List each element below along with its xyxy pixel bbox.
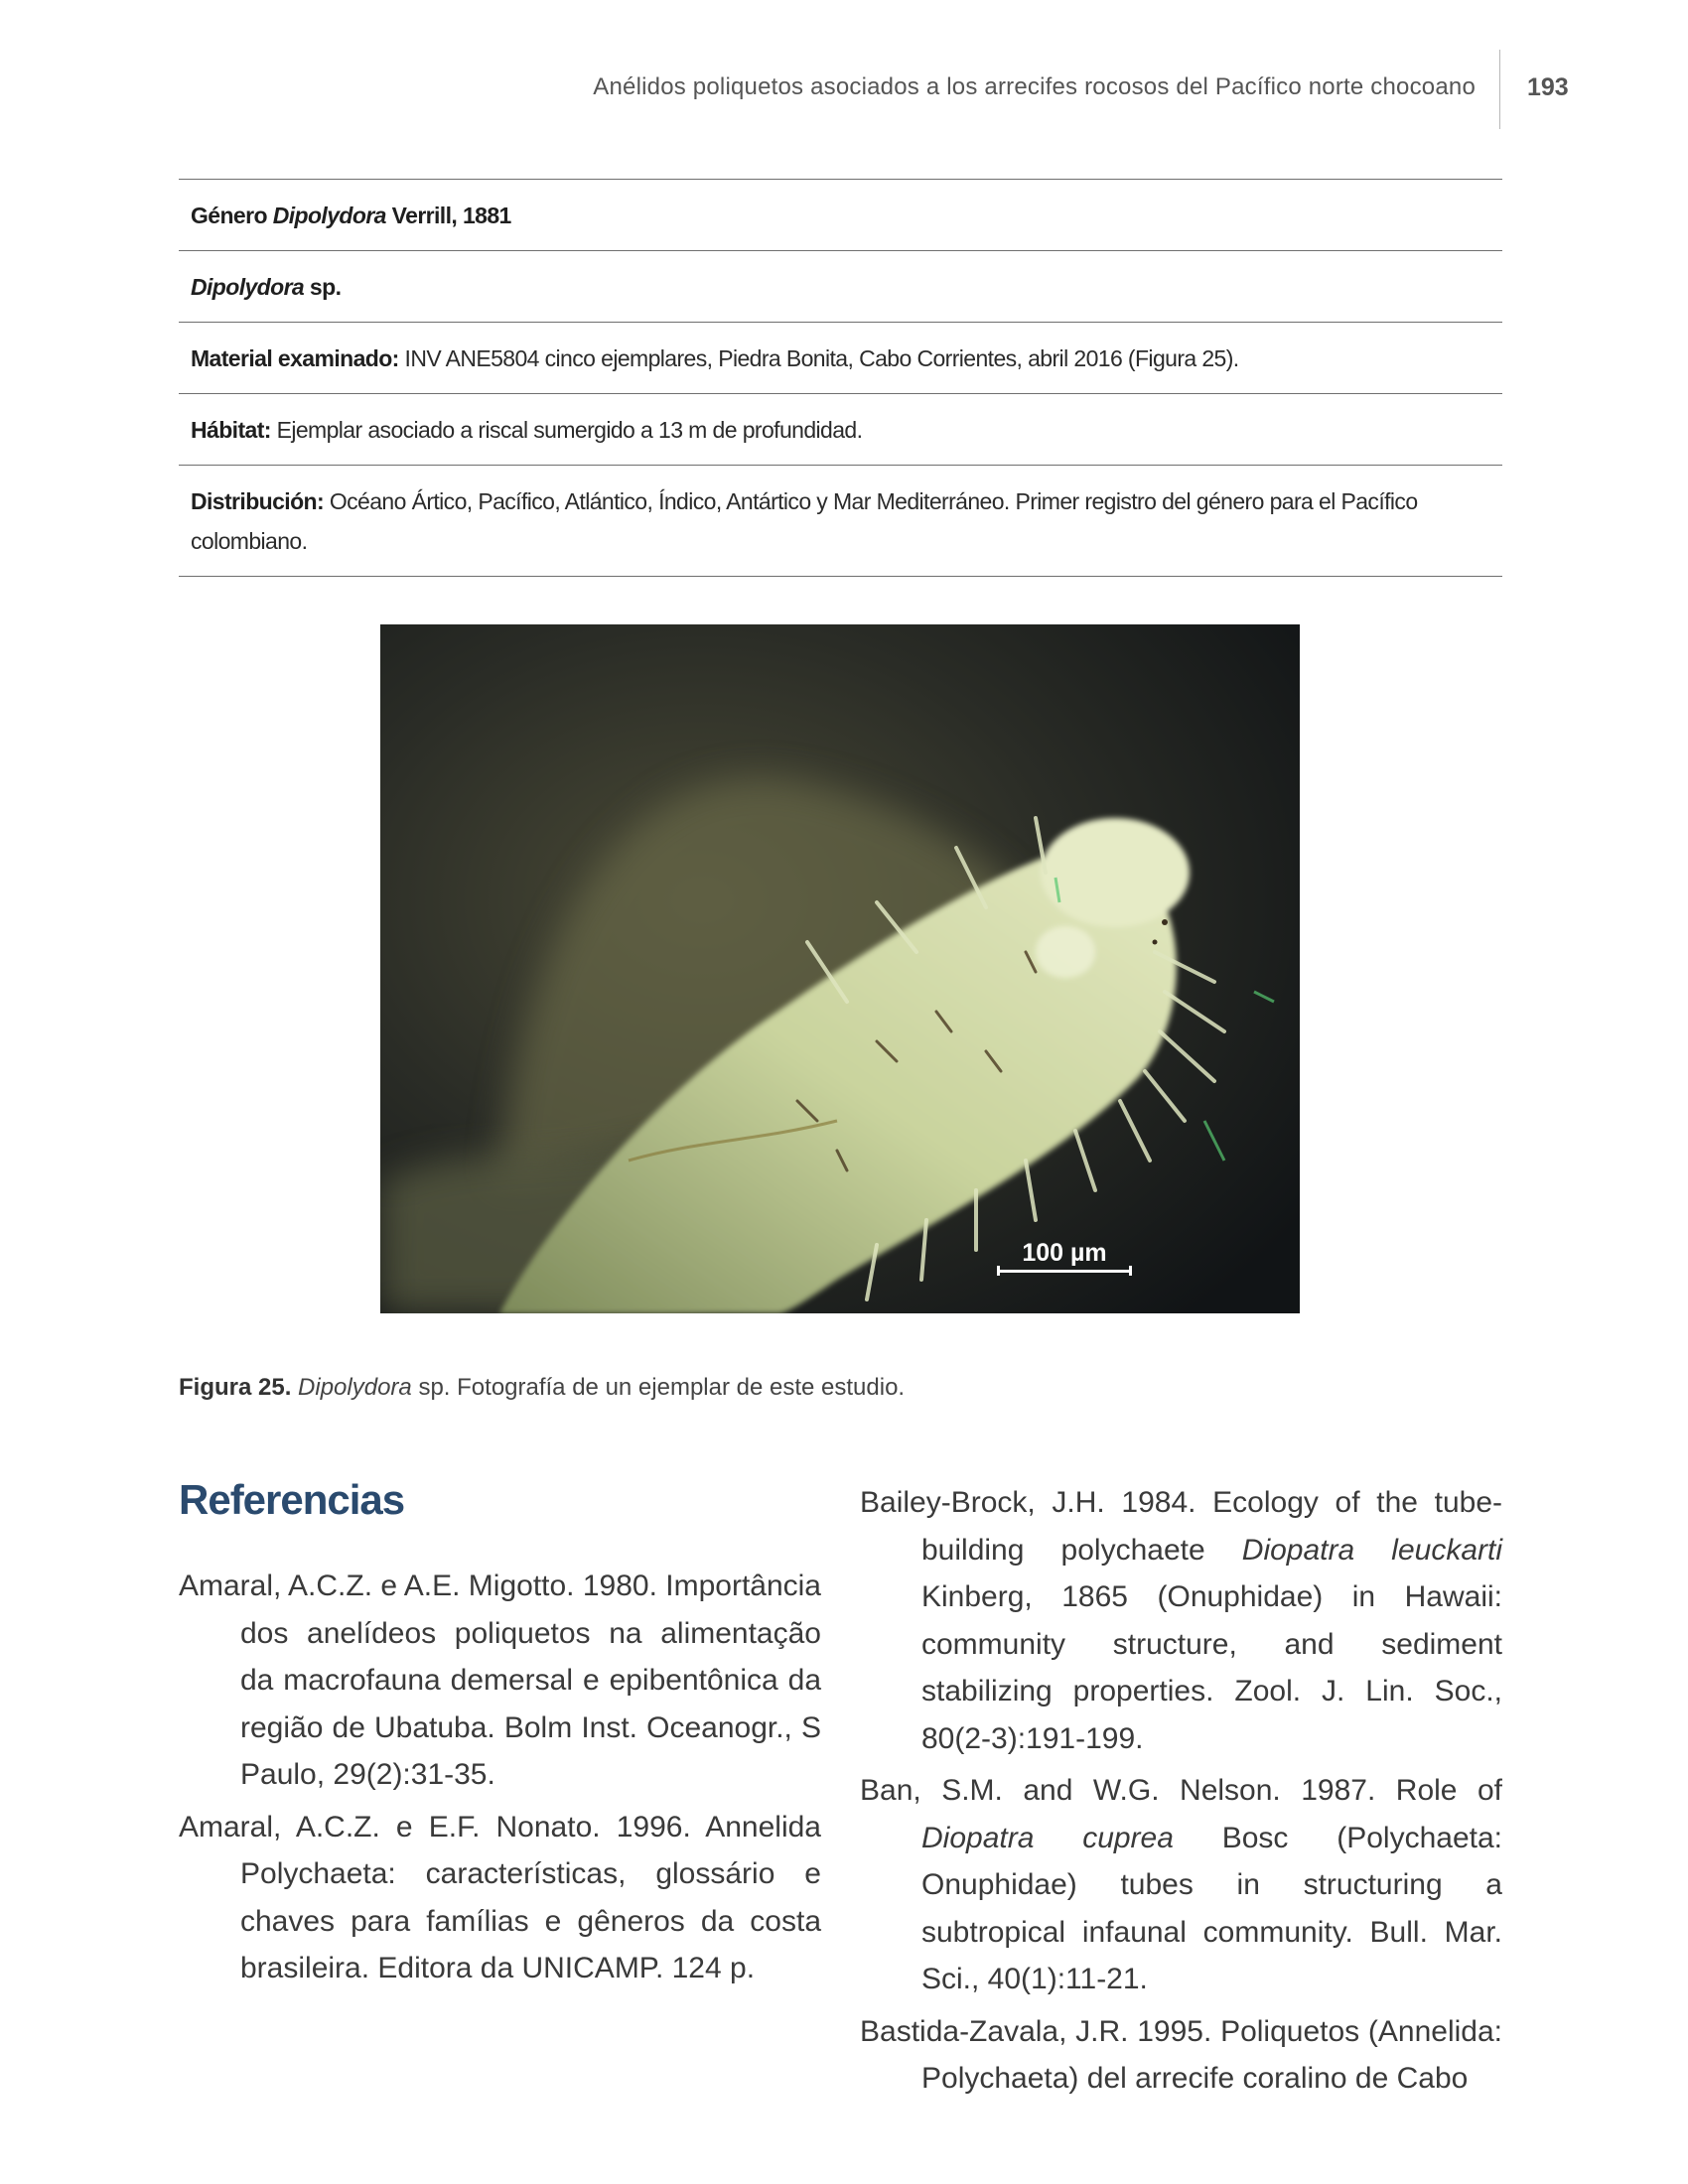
genus-authority: Verrill, 1881 bbox=[391, 203, 511, 228]
reference-text: Ban, S.M. and W.G. Nelson. 1987. Role of bbox=[860, 1774, 1502, 1807]
genus-prefix: Género bbox=[191, 203, 267, 228]
running-title: Anélidos poliquetos asociados a los arrecifes rocosos del Pacífico norte chocoano bbox=[593, 73, 1476, 100]
genus-name: Dipolydora bbox=[272, 203, 386, 228]
distribution-text: Océano Ártico, Pacífico, Atlántico, Índico, Antártico y Mar Mediterráneo. Primer registro del género para el Pacífico colombiano. bbox=[191, 488, 1418, 554]
specimen-photo bbox=[380, 624, 1300, 1313]
distribution-row bbox=[179, 466, 1502, 577]
figure-caption-label: Figura 25. bbox=[179, 1374, 292, 1401]
scale-bar-line bbox=[997, 1270, 1132, 1273]
habitat-row bbox=[179, 394, 1502, 466]
reference-taxon: Diopatra cuprea bbox=[921, 1821, 1174, 1854]
distribution-label: Distribución: bbox=[191, 488, 325, 514]
references-heading: Referencias bbox=[179, 1476, 405, 1523]
reference-item: Bastida-Zavala, J.R. 1995. Poliquetos (Annelida: Polychaeta) del arrecife coralino de Cabo bbox=[860, 2014, 1502, 2095]
references-left-column bbox=[179, 1563, 821, 1997]
reference-item bbox=[860, 1479, 1502, 1762]
specimen-photo-drawing bbox=[380, 624, 1300, 1313]
habitat-label: Hábitat: bbox=[191, 417, 271, 443]
figure-caption-text: sp. Fotografía de un ejemplar de este estudio. bbox=[418, 1374, 906, 1401]
material-text: INV ANE5804 cinco ejemplares, Piedra Bonita, Cabo Corrientes, abril 2016 (Figura 25). bbox=[404, 345, 1239, 371]
figure-caption-taxon: Dipolydora bbox=[298, 1374, 412, 1401]
scale-bar-label: 100 µm bbox=[1022, 1239, 1107, 1267]
species-row bbox=[179, 251, 1502, 323]
reference-item bbox=[860, 1767, 1502, 2003]
reference-taxon: Diopatra leuckarti bbox=[1241, 1533, 1502, 1567]
material-label: Material examinado: bbox=[191, 345, 399, 371]
material-row bbox=[179, 323, 1502, 394]
page-number: 193 bbox=[1527, 73, 1569, 101]
habitat-text: Ejemplar asociado a riscal sumergido a 13 m de profundidad. bbox=[276, 417, 863, 443]
reference-text: Bailey-Brock, J.H. 1984. Ecology of the tube-building polychaete bbox=[860, 1486, 1502, 1567]
species-suffix: sp. bbox=[309, 274, 342, 300]
scale-bar bbox=[997, 1239, 1132, 1273]
header-divider bbox=[1499, 50, 1500, 129]
species-table bbox=[179, 179, 1502, 577]
references-right-column bbox=[860, 1479, 1502, 2108]
reference-item: Amaral, A.C.Z. e E.F. Nonato. 1996. Annelida Polychaeta: características, glossário e chaves para famílias e gêneros da costa brasileira. Editora da UNICAMP. 124 p. bbox=[179, 1810, 821, 1984]
figure-caption bbox=[179, 1374, 905, 1402]
genus-row bbox=[179, 180, 1502, 251]
species-name: Dipolydora bbox=[191, 274, 305, 300]
reference-text: Kinberg, 1865 (Onuphidae) in Hawaii: community structure, and sediment stabilizing properties. Zool. J. Lin. Soc., 80(2-3):191-199. bbox=[921, 1580, 1502, 1755]
reference-item: Amaral, A.C.Z. e A.E. Migotto. 1980. Importância dos anelídeos poliquetos na alimentação da macrofauna demersal e epibentônica da região de Ubatuba. Bolm Inst. Oceanogr., S Paulo, 29(2):31-35. bbox=[179, 1570, 821, 1791]
reference-text: Bosc (Polychaeta: Onuphidae) tubes in structuring a subtropical infaunal community. Bull. Mar. Sci., 40(1):11-21. bbox=[921, 1821, 1502, 1995]
